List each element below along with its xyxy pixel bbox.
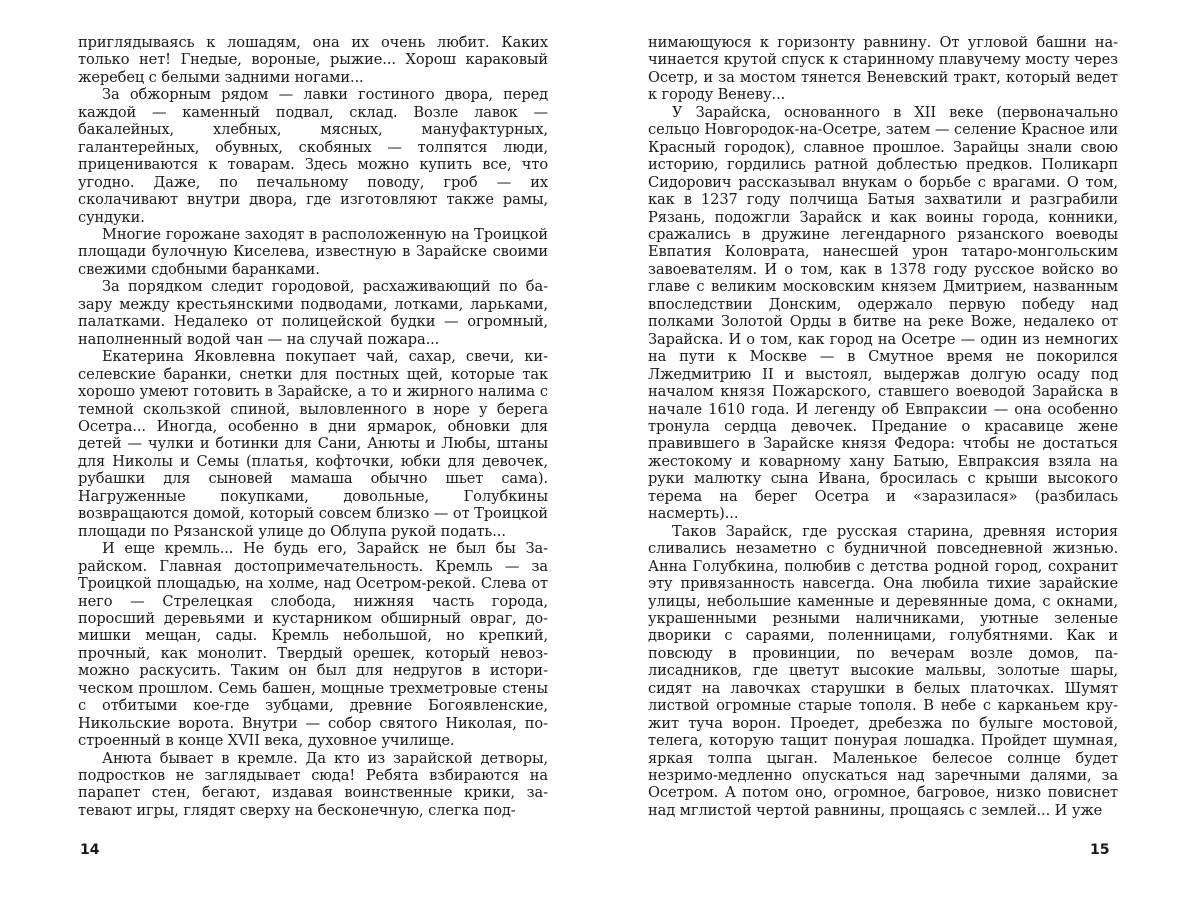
left-paragraph-6: И еще кремль... Не будь его, Зарайск не был бы Зарайском. Главная достопримечательность. Кремль — за Троицкой площадью, на холме, над Осетром-рекой. Слева от него — Стрелецкая слобода, нижняя часть города, поросший деревьями и кустарником обширный овраг, домишки мещан, сады. Кремль небольшой, но крепкий, прочный, как монолит. Твердый орешек, который невозможно раскусить. Таким он был для недругов в историческом прошлом. Семь башен, мощные трехметровые стены с отбитыми кое-где зубцами, древние Богоявленские, Никольские ворота. Внутри — собор святого Николая, построенный в конце XVII века, духовное училище. [78,540,548,750]
left-paragraph-3: Многие горожане заходят в расположенную на Троицкой площади булочную Киселева, известную в Зарайске своими свежими сдобными баранками. [78,225,548,278]
left-paragraph-7: Анюта бывает в кремле. Да кто из зарайской детворы, подростков не заглядывает сюда! Ребята взбираются на парапет стен, бегают, издавая воинственные крики, затевают игры, глядят сверху на бесконечную, слегка под- [78,749,548,819]
left-paragraph-4: За порядком следит городовой, расхаживающий по базару между крестьянскими подводами, лотками, ларьками, палатками. Недалеко от полицейской будки — огромный, наполненный водой чан — на случай пожара... [78,278,548,348]
left-paragraph-2: За обжорным рядом — лавки гостиного двора, перед каждой — каменный подвал, склад. Возле лавок — бакалейных, хлебных, мясных, мануфактурных, галантерейных, обувных, скобяных — толпятся люди, прицениваются к товарам. Здесь можно купить все, что угодно. Даже, по печальному поводу, гроб — их сколачивают внутри двора, где изготовляют также рамы, сундуки. [78,86,548,226]
left-page [78,34,548,819]
right-page [648,34,1118,819]
page-number-left: 14 [80,842,100,858]
right-paragraph-2: У Зарайска, основанного в XII веке (первоначально сельцо Новгородок-на-Осетре, затем — селение Красное или Красный городок), славное прошлое. Зарайцы знали свою историю, гордились ратной доблестью предков. Поликарп Сидорович рассказывал внукам о борьбе с врагами. О том, как в 1237 году полчища Батыя захватили и разграбили Рязань, подожгли Зарайск и как воины города, конники, сражались в дружине легендарного рязанского воеводы Евпатия Коловрата, нанесшей урон татаро-монгольским завоевателям. И о том, как в 1378 году русское войско во главе с великим московским князем Дмитрием, названным впоследствии Донским, одержало первую победу над полками Золотой Орды в битве на реке Воже, недалеко от Зарайска. И о том, как город на Осетре — один из немногих на пути к Москве — в Смутное время не покорился Лжедмитрию II и выстоял, выдержав долгую осаду под началом князя Пожарского, ставшего воеводой Зарайска в начале 1610 года. И легенду об Евпраксии — она особенно тронула сердца девочек. Предание о красавице жене правившего в Зарайске князя Федора: чтобы не достаться жестокому и коварному хану Батыю, Евпраксия взяла на руки малютку сына Ивана, бросилась с крыши высокого терема на берег Осетра и «заразилася» (разбилась насмерть)... [648,103,1118,523]
right-paragraph-3: Таков Зарайск, где русская старина, древняя история сливались незаметно с будничной повседневной жизнью. Анна Голубкина, полюбив с детства родной город, сохранит эту привязанность навсегда. Она любила тихие зарайские улицы, небольшие каменные и деревянные дома, с окнами, украшенными резными наличниками, уютные зеленые дворики с сараями, поленницами, голубятнями. Как и повсюду в провинции, по вечерам возле домов, палисадников, где цветут высокие мальвы, золотые шары, сидят на лавочках старушки в белых платочках. Шумят листвой огромные старые тополя. В небе с карканьем кружит туча ворон. Проедет, дребезжа по булыге мостовой, телега, которую тащит понурая лошадка. Пройдет шумная, яркая толпа цыган. Маленькое белесое солнце будет незримо-медленно опускаться над заречными далями, за Осетром. А потом оно, огромное, багровое, низко повиснет над мглистой чертой равнины, прощаясь с землей... И уже [648,522,1118,819]
left-paragraph-5: Екатерина Яковлевна покупает чай, сахар, свечи, киселевские баранки, снетки для постных щей, которые так хорошо умеют готовить в Зарайске, а то и жирного налима с темной скользкой спиной, выловленного в норе у берега Осетра... Иногда, особенно в дни ярмарок, обновки для детей — чулки и ботинки для Сани, Анюты и Любы, штаны для Николы и Семы (платья, кофточки, юбки для девочек, рубашки для сыновей мамаша обычно шьет сама). Нагруженные покупками, довольные, Голубкины возвращаются домой, который совсем близко — от Троицкой площади по Рязанской улице до Облупа рукой подать... [78,348,548,540]
page-number-right: 15 [1090,842,1110,858]
left-paragraph-1: приглядываясь к лошадям, она их очень любит. Каких только нет! Гнедые, вороные, рыжие... Хорош караковый жеребец с белыми задними ногами... [78,34,548,86]
right-paragraph-1: нимающуюся к горизонту равнину. От угловой башни начинается крутой спуск к старинному плавучему мосту через Осетр, и за мостом тянется Веневский тракт, который ведет к городу Веневу... [648,34,1118,104]
